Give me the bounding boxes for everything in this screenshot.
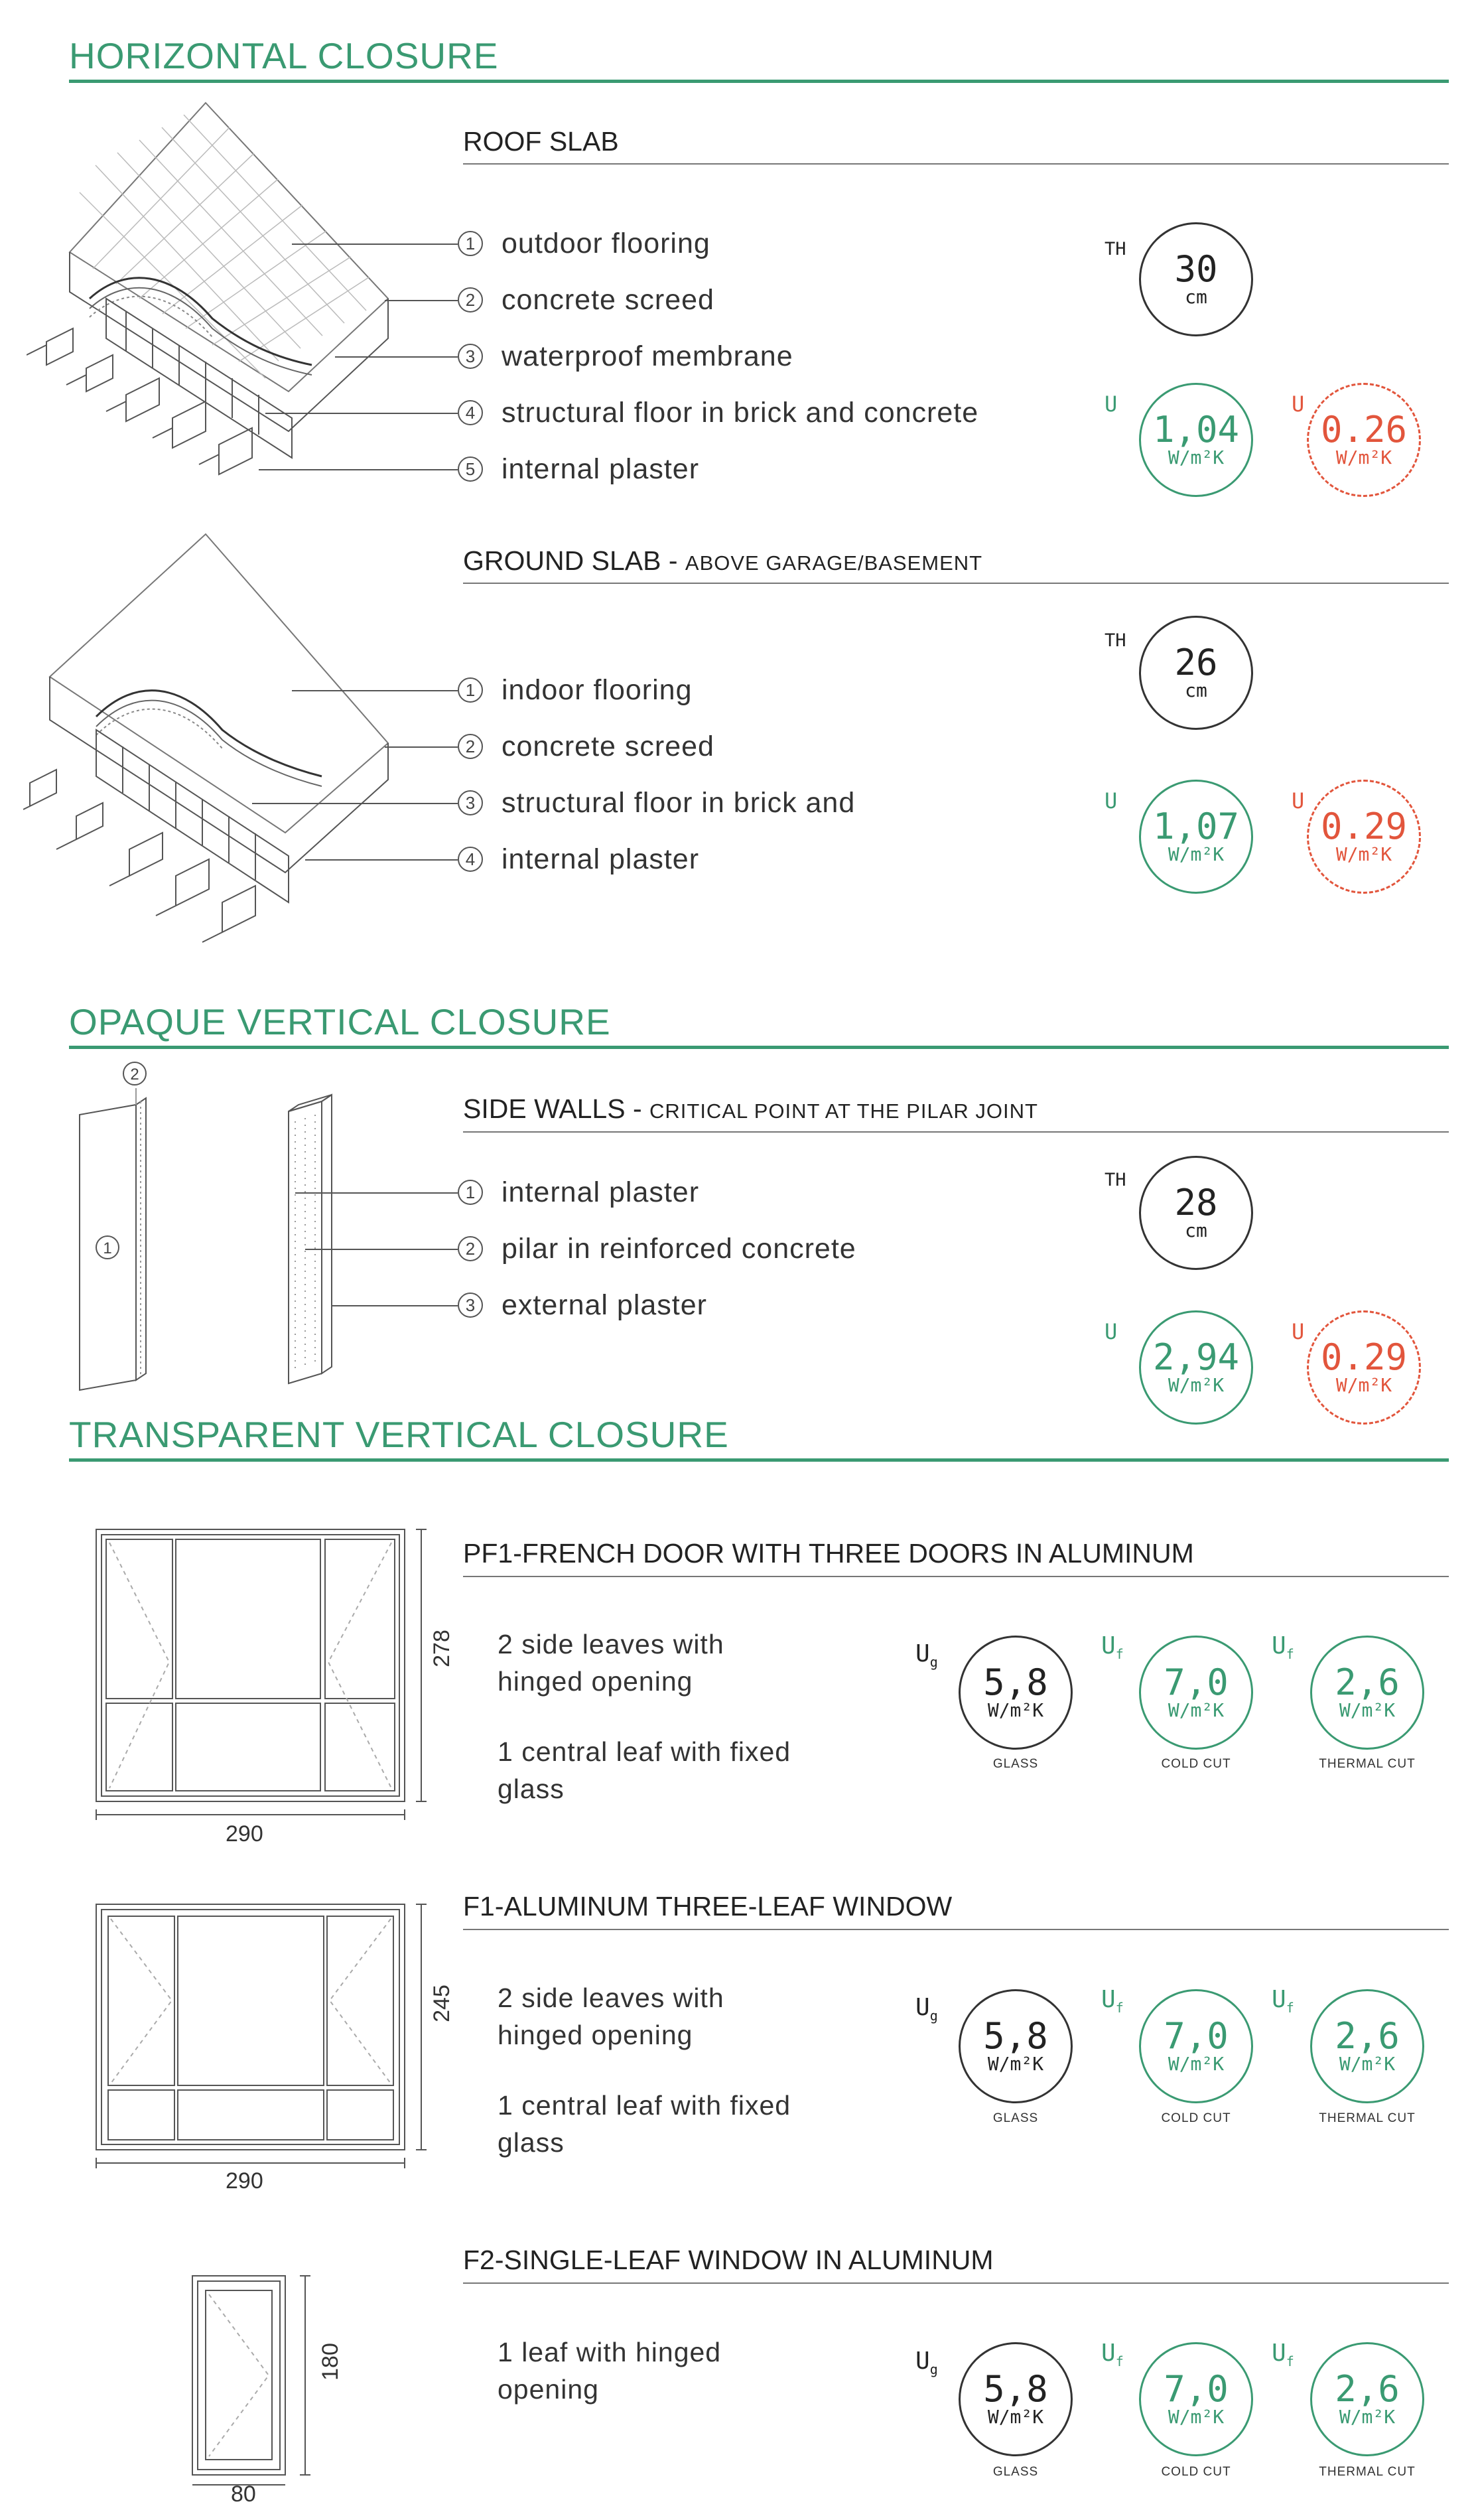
leader-line bbox=[305, 1249, 458, 1250]
walls-item bbox=[458, 1232, 856, 1265]
badge-value: 26 bbox=[1174, 641, 1218, 683]
item-number: 3 bbox=[458, 790, 483, 815]
section-rule bbox=[69, 1458, 1449, 1462]
desc-line: opening bbox=[498, 2374, 599, 2405]
item-number: 4 bbox=[458, 847, 483, 872]
leader-line bbox=[252, 803, 458, 804]
leader-line bbox=[305, 859, 458, 861]
leader-line bbox=[292, 244, 458, 245]
ground-item bbox=[458, 843, 699, 876]
item-number: 2 bbox=[458, 287, 483, 313]
ground-slab-drawing bbox=[23, 531, 435, 955]
th-tag: TH bbox=[1105, 239, 1126, 259]
badge-unit: W/m²K bbox=[1339, 2052, 1396, 2075]
badge-value: 7,0 bbox=[1164, 1661, 1229, 1703]
badge-value: 0.29 bbox=[1320, 805, 1408, 847]
badge-unit: W/m²K bbox=[1168, 446, 1225, 468]
sub-rule bbox=[463, 1131, 1449, 1133]
uf-cold-cut-badge bbox=[1139, 1989, 1253, 2103]
badge-value: 0.26 bbox=[1320, 408, 1408, 451]
badge-unit: cm bbox=[1185, 679, 1207, 701]
leader-line bbox=[265, 413, 458, 414]
badge-caption: GLASS bbox=[992, 2465, 1039, 2479]
ug-tag: $U_g$ bbox=[915, 1994, 938, 2024]
u-value-improved-badge bbox=[1307, 383, 1421, 497]
ground-slab-title-main: GROUND SLAB bbox=[463, 545, 661, 576]
item-label: structural floor in brick and concrete bbox=[502, 396, 979, 429]
title-separator: - bbox=[661, 545, 685, 576]
window-description bbox=[498, 1626, 724, 1700]
badge-value: 7,0 bbox=[1164, 2367, 1229, 2410]
side-walls-subtitle: CRITICAL POINT AT THE PILAR JOINT bbox=[649, 1099, 1038, 1123]
badge-unit: W/m²K bbox=[987, 2052, 1044, 2075]
ground-item bbox=[458, 786, 855, 819]
badge-unit: W/m²K bbox=[1335, 1373, 1392, 1396]
badge-value: 28 bbox=[1174, 1181, 1218, 1224]
item-number: 1 bbox=[458, 677, 483, 703]
item-label: indoor flooring bbox=[502, 673, 693, 706]
desc-line: hinged opening bbox=[498, 2020, 693, 2050]
u-value-current-badge bbox=[1139, 1310, 1253, 1425]
leader-line bbox=[385, 300, 458, 301]
desc-line: 2 side leaves with bbox=[498, 1629, 724, 1659]
ug-glass-badge bbox=[959, 1989, 1073, 2103]
window-title: PF1-FRENCH DOOR WITH THREE DOORS IN ALUMINUM bbox=[463, 1538, 1194, 1569]
badge-unit: cm bbox=[1185, 1219, 1207, 1241]
roof-item bbox=[458, 453, 699, 486]
figure-label-top: 2 bbox=[130, 1066, 139, 1084]
height-dimension: 245 bbox=[429, 1985, 454, 2022]
desc-line: 1 central leaf with fixed bbox=[498, 2090, 791, 2121]
item-number: 2 bbox=[458, 1236, 483, 1261]
item-number: 3 bbox=[458, 344, 483, 369]
badge-value: 30 bbox=[1174, 247, 1218, 290]
item-number: 2 bbox=[458, 734, 483, 759]
badge-value: 1,04 bbox=[1152, 408, 1240, 451]
badge-caption: GLASS bbox=[992, 1757, 1039, 1771]
badge-unit: W/m²K bbox=[1168, 1373, 1225, 1396]
u-tag: U bbox=[1292, 788, 1305, 813]
item-label: external plaster bbox=[502, 1289, 707, 1321]
uf-tag: $U_f$ bbox=[1101, 1986, 1124, 2016]
window-description bbox=[498, 1733, 791, 1807]
badge-value: 1,07 bbox=[1152, 805, 1240, 847]
badge-caption: THERMAL CUT bbox=[1319, 2111, 1416, 2125]
badge-caption: GLASS bbox=[992, 2111, 1039, 2125]
ug-tag: $U_g$ bbox=[915, 2347, 938, 2378]
item-number: 1 bbox=[458, 1180, 483, 1205]
ug-tag: $U_g$ bbox=[915, 1640, 938, 1671]
item-number: 3 bbox=[458, 1293, 483, 1318]
badge-unit: W/m²K bbox=[1168, 2052, 1225, 2075]
leader-line bbox=[259, 469, 458, 470]
th-tag: TH bbox=[1105, 630, 1126, 651]
leader-line bbox=[332, 1305, 458, 1306]
ground-item bbox=[458, 730, 714, 763]
side-walls-title-main: SIDE WALLS bbox=[463, 1093, 626, 1124]
u-value-current-badge bbox=[1139, 383, 1253, 497]
side-walls-title bbox=[463, 1093, 1038, 1125]
desc-line: 2 side leaves with bbox=[498, 1983, 724, 2013]
sub-rule bbox=[463, 1929, 1449, 1930]
badge-unit: W/m²K bbox=[1168, 1699, 1225, 1721]
roof-slab-drawing bbox=[27, 100, 438, 498]
thickness-badge bbox=[1139, 616, 1253, 730]
item-label: waterproof membrane bbox=[502, 340, 793, 372]
u-tag: U bbox=[1292, 391, 1305, 417]
uf-thermal-cut-badge bbox=[1310, 1636, 1424, 1750]
uf-tag: $U_f$ bbox=[1272, 1986, 1294, 2016]
item-number: 1 bbox=[458, 231, 483, 256]
desc-line: hinged opening bbox=[498, 1666, 693, 1697]
desc-line: glass bbox=[498, 2127, 565, 2158]
u-tag: U bbox=[1292, 1319, 1305, 1344]
roof-item bbox=[458, 227, 710, 260]
badge-unit: W/m²K bbox=[987, 1699, 1044, 1721]
item-label: outdoor flooring bbox=[502, 227, 710, 259]
badge-unit: W/m²K bbox=[1339, 2405, 1396, 2428]
badge-unit: W/m²K bbox=[1339, 1699, 1396, 1721]
item-label: structural floor in brick and bbox=[502, 786, 856, 819]
uf-tag: $U_f$ bbox=[1272, 2340, 1294, 2370]
ground-slab-subtitle: ABOVE GARAGE/BASEMENT bbox=[685, 551, 983, 575]
window-description bbox=[498, 2087, 791, 2161]
badge-unit: W/m²K bbox=[987, 2405, 1044, 2428]
item-label: internal plaster bbox=[502, 453, 700, 485]
roof-item bbox=[458, 283, 714, 316]
uf-cold-cut-badge bbox=[1139, 1636, 1253, 1750]
uf-thermal-cut-badge bbox=[1310, 2342, 1424, 2456]
item-label: internal plaster bbox=[502, 1176, 700, 1208]
badge-value: 5,8 bbox=[983, 2367, 1048, 2410]
u-value-improved-badge bbox=[1307, 1310, 1421, 1425]
th-tag: TH bbox=[1105, 1170, 1126, 1190]
badge-value: 5,8 bbox=[983, 1661, 1048, 1703]
sub-rule bbox=[463, 163, 1449, 165]
walls-item bbox=[458, 1176, 699, 1209]
uf-cold-cut-badge bbox=[1139, 2342, 1253, 2456]
width-dimension: 80 bbox=[231, 2482, 256, 2507]
section-title-transparent: TRANSPARENT VERTICAL CLOSURE bbox=[69, 1414, 729, 1455]
sub-rule bbox=[463, 1576, 1449, 1577]
badge-caption: THERMAL CUT bbox=[1319, 1757, 1416, 1771]
u-tag: U bbox=[1105, 391, 1118, 417]
item-label: concrete screed bbox=[502, 283, 714, 316]
leader-line bbox=[335, 356, 458, 358]
window-description bbox=[498, 2334, 721, 2408]
u-value-improved-badge bbox=[1307, 780, 1421, 894]
badge-value: 2,94 bbox=[1152, 1336, 1240, 1378]
badge-value: 2,6 bbox=[1335, 1661, 1400, 1703]
thickness-badge bbox=[1139, 1156, 1253, 1270]
item-number: 4 bbox=[458, 400, 483, 425]
badge-value: 7,0 bbox=[1164, 2014, 1229, 2057]
u-value-current-badge bbox=[1139, 780, 1253, 894]
badge-value: 5,8 bbox=[983, 2014, 1048, 2057]
window-description bbox=[498, 1979, 724, 2054]
window-title: F1-ALUMINUM THREE-LEAF WINDOW bbox=[463, 1891, 953, 1922]
uf-tag: $U_f$ bbox=[1272, 1632, 1294, 1663]
side-wall-drawing bbox=[66, 1062, 371, 1393]
badge-unit: cm bbox=[1185, 285, 1207, 308]
roof-item bbox=[458, 340, 793, 373]
uf-thermal-cut-badge bbox=[1310, 1989, 1424, 2103]
desc-line: 1 central leaf with fixed bbox=[498, 1736, 791, 1767]
u-tag: U bbox=[1105, 788, 1118, 813]
badge-unit: W/m²K bbox=[1168, 843, 1225, 865]
badge-value: 2,6 bbox=[1335, 2367, 1400, 2410]
section-rule bbox=[69, 1046, 1449, 1049]
sub-rule bbox=[463, 2282, 1449, 2284]
height-dimension: 278 bbox=[429, 1630, 454, 1667]
uf-tag: $U_f$ bbox=[1101, 2340, 1124, 2370]
ground-slab-title bbox=[463, 545, 982, 577]
badge-unit: W/m²K bbox=[1168, 2405, 1225, 2428]
badge-caption: COLD CUT bbox=[1161, 2465, 1231, 2479]
title-separator: - bbox=[625, 1093, 649, 1124]
width-dimension: 290 bbox=[226, 2168, 263, 2194]
window-title: F2-SINGLE-LEAF WINDOW IN ALUMINUM bbox=[463, 2245, 994, 2275]
sub-rule bbox=[463, 583, 1449, 584]
item-label: concrete screed bbox=[502, 730, 714, 762]
roof-slab-title: ROOF SLAB bbox=[463, 126, 619, 157]
roof-item bbox=[458, 396, 978, 429]
badge-caption: COLD CUT bbox=[1161, 1757, 1231, 1771]
section-rule bbox=[69, 80, 1449, 83]
ug-glass-badge bbox=[959, 2342, 1073, 2456]
leader-line bbox=[385, 746, 458, 748]
three-leaf-window-drawing bbox=[90, 1898, 461, 2190]
item-label: pilar in reinforced concrete bbox=[502, 1232, 856, 1265]
badge-caption: COLD CUT bbox=[1161, 2111, 1231, 2125]
desc-line: 1 leaf with hinged bbox=[498, 2337, 722, 2367]
width-dimension: 290 bbox=[226, 1821, 263, 1847]
ug-glass-badge bbox=[959, 1636, 1073, 1750]
section-title-horizontal: HORIZONTAL CLOSURE bbox=[69, 35, 499, 76]
badge-value: 0.29 bbox=[1320, 1336, 1408, 1378]
ground-item bbox=[458, 673, 693, 707]
height-dimension: 180 bbox=[317, 2343, 343, 2381]
section-title-opaque: OPAQUE VERTICAL CLOSURE bbox=[69, 1001, 611, 1042]
badge-caption: THERMAL CUT bbox=[1319, 2465, 1416, 2479]
thickness-badge bbox=[1139, 222, 1253, 336]
leader-line bbox=[295, 1192, 458, 1194]
badge-unit: W/m²K bbox=[1335, 446, 1392, 468]
walls-item bbox=[458, 1289, 707, 1322]
desc-line: glass bbox=[498, 1774, 565, 1804]
uf-tag: $U_f$ bbox=[1101, 1632, 1124, 1663]
badge-value: 2,6 bbox=[1335, 2014, 1400, 2057]
item-label: internal plaster bbox=[502, 843, 700, 875]
u-tag: U bbox=[1105, 1319, 1118, 1344]
badge-unit: W/m²K bbox=[1335, 843, 1392, 865]
leader-line bbox=[292, 690, 458, 691]
french-door-drawing bbox=[90, 1523, 461, 1855]
figure-label-side: 1 bbox=[103, 1239, 112, 1257]
item-number: 5 bbox=[458, 456, 483, 482]
